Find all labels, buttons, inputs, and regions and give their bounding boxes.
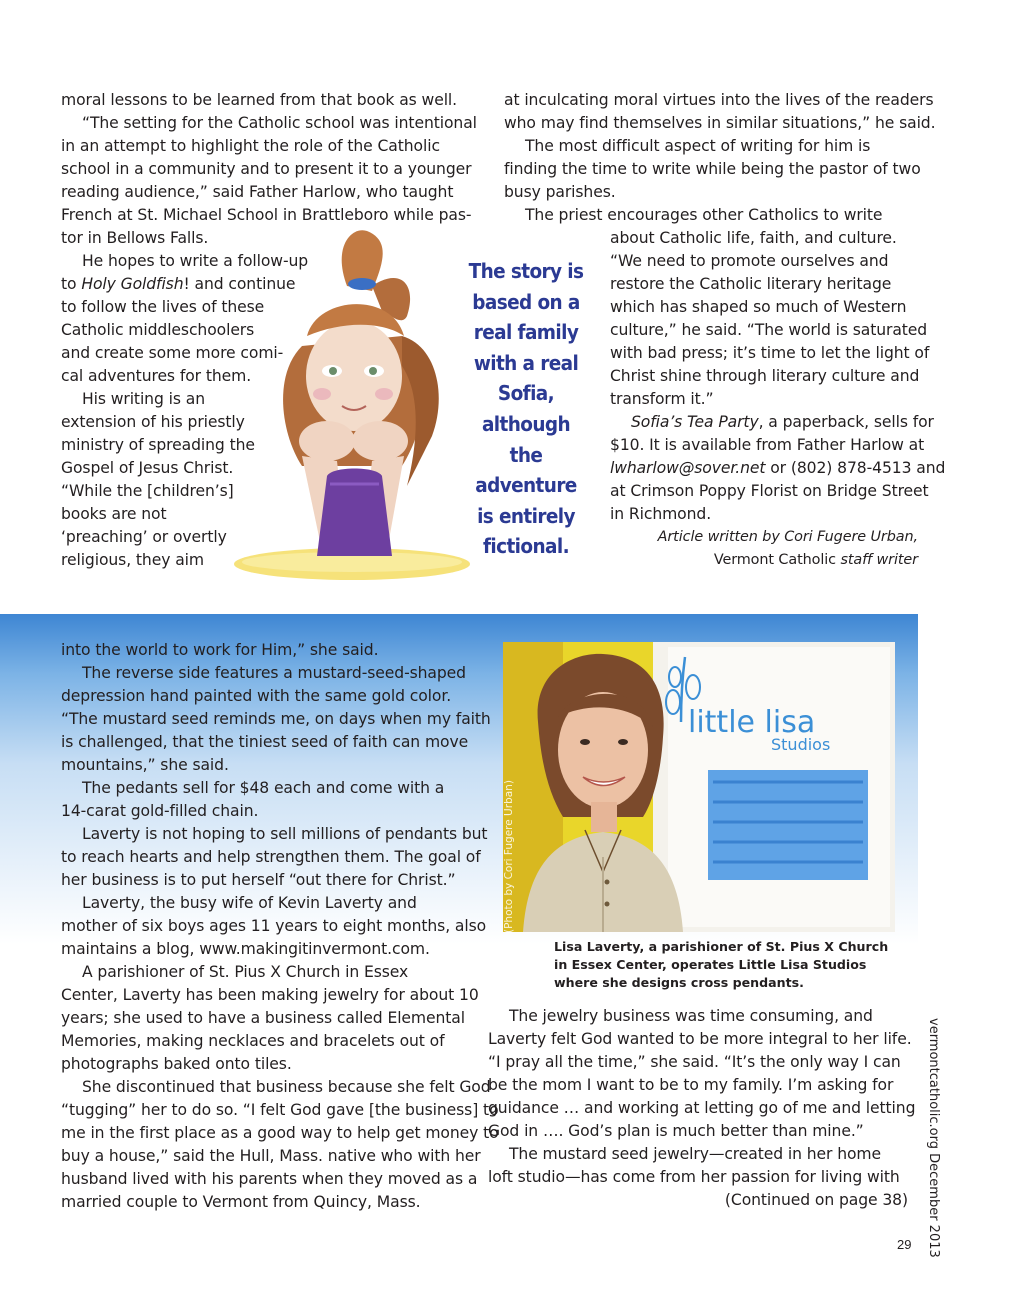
text-line: years; she used to have a business called Elemental [61,1009,465,1027]
text-line: The jewelry business was time consuming, and [509,1007,873,1025]
text-line: books are not [61,505,167,523]
text-line: The most difficult aspect of writing for him is [525,137,871,155]
text-line: mother of six boys ages 11 years to eight months, also [61,917,487,935]
text-line: Gospel of Jesus Christ. [61,459,234,477]
text-line: The priest encourages other Catholics to write [525,206,883,224]
book-info-line: $10. It is available from Father Harlow at [610,436,925,454]
text-line: tor in Bellows Falls. [61,229,209,247]
text-line: photographs baked onto tiles. [61,1055,292,1073]
text-line: is challenged, that the tiniest seed of faith can move [61,733,469,751]
article-column-bottom-left [61,639,499,1214]
text-line: mountains,” she said. [61,756,229,774]
photo-caption: Lisa Laverty, a parishioner of St. Pius X Church in Essex Center, operates Little Lisa Studios where she designs cross pendants. [554,939,889,990]
text-line: “tugging” her to do so. “I felt God gave [the business] to [61,1101,499,1119]
book-info-line: Sofia’s Tea Party, a paperback, sells for [631,413,934,431]
text-line: He hopes to write a follow-up [82,252,309,270]
text-line: She discontinued that business because she felt God [82,1078,491,1096]
text-line: moral lessons to be learned from that book as well. [61,91,458,109]
text-line: “We need to promote ourselves and [610,252,889,270]
text-line: Memories, making necklaces and bracelets out of [61,1032,445,1050]
contact-email[interactable]: lwharlow@sover.net [610,459,766,477]
text-line: The pedants sell for $48 each and come with a [82,779,445,797]
text-line: Laverty felt God wanted to be more integral to her life. [488,1030,912,1048]
byline: Vermont Catholic staff writer [713,552,918,568]
text-line: married couple to Vermont from Quincy, Mass. [61,1193,421,1211]
text-line: who may find themselves in similar situations,” he said. [504,114,936,132]
text-line: His writing is an [82,390,205,408]
text-line: her business is to put herself “out there for Christ.” [61,871,456,889]
article-column-top-right [504,89,946,572]
text-line: which has shaped so much of Western [610,298,907,316]
text-line: finding the time to write while being the pastor of two [504,160,921,178]
text-line: 14-carat gold-filled chain. [61,802,259,820]
text-line: me in the first place as a good way to help get money to [61,1124,499,1142]
article-column-bottom-right [488,1005,916,1212]
portrait-photo [503,642,895,932]
text-line: buy a house,” said the Hull, Mass. native who with her [61,1147,481,1165]
page-number: 29 [897,1237,912,1252]
text-line: in an attempt to highlight the role of the Catholic [61,137,440,155]
text-line: transform it.” [610,390,714,408]
text-line: French at St. Michael School in Brattleboro while pas- [61,206,472,224]
text-line: loft studio—has come from her passion for living with [488,1168,900,1186]
byline: Article written by Cori Fugere Urban, [657,529,918,545]
book-info-line: lwharlow@sover.net or (802) 878-4513 and [610,459,946,477]
text-line: religious, they aim [61,551,204,569]
text-line: depression hand painted with the same gold color. [61,687,452,705]
text-line: with bad press; it’s time to let the light of [610,344,930,362]
text-line: Laverty, the busy wife of Kevin Laverty and [82,894,417,912]
text-line: maintains a blog, www.makingitinvermont.com. [61,940,430,958]
text-line: Laverty is not hoping to sell millions of pendants but [82,825,488,843]
page-footer-sidebar: vermontcatholic.org December 2013 [926,1018,941,1258]
text-line: restore the Catholic literary heritage [610,275,892,293]
text-line: guidance … and working at letting go of me and letting [488,1099,916,1117]
text-line: Center, Laverty has been making jewelry for about 10 [61,986,479,1004]
text-line: ‘preaching’ or overtly [61,528,227,546]
text-line: “While the [children’s] [61,482,234,500]
text-line: “The mustard seed reminds me, on days when my faith [61,710,491,728]
text-line: school in a community and to present it to a younger [61,160,472,178]
text-line: (Continued on page 38) [724,1191,908,1209]
text-line: Christ shine through literary culture and [610,367,920,385]
text-line: to reach hearts and help strengthen them. The goal of [61,848,481,866]
text-line: “I pray all the time,” she said. “It’s the only way I can [488,1053,901,1071]
text-line: The mustard seed jewelry—created in her home [509,1145,882,1163]
book-info-line: in Richmond. [610,505,712,523]
text-line: Catholic middleschoolers [61,321,255,339]
text-line: God in …. God’s plan is much better than mine.” [488,1122,864,1140]
girl-illustration [232,226,472,584]
svg-text:Studios: Studios [771,735,831,754]
text-line: reading audience,” said Father Harlow, who taught [61,183,454,201]
text-line: be the mom I want to be to my family. I’m asking for [488,1076,894,1094]
text-line: culture,” he said. “The world is saturated [610,321,928,339]
svg-text:little lisa: little lisa [688,705,816,740]
book-info-line: at Crimson Poppy Florist on Bridge Street [610,482,929,500]
pull-quote: The story is based on a real family with a real Sofia, although the adventure is entirely fictional. [468,259,584,559]
text-line: to follow the lives of these [61,298,265,316]
text-line: extension of his priestly [61,413,245,431]
text-line: about Catholic life, faith, and culture. [610,229,897,247]
text-line: to Holy Goldfish! and continue [61,275,296,293]
text-line: cal adventures for them. [61,367,252,385]
text-line: husband lived with his parents when they moved as a [61,1170,478,1188]
text-line: “The setting for the Catholic school was intentional [82,114,477,132]
text-line: ministry of spreading the [61,436,255,454]
text-line: at inculcating moral virtues into the lives of the readers [504,91,934,109]
text-line: The reverse side features a mustard-seed-shaped [82,664,466,682]
text-line: busy parishes. [504,183,616,201]
text-line: A parishioner of St. Pius X Church in Essex [82,963,409,981]
text-line: into the world to work for Him,” she said. [61,641,379,659]
text-line: and create some more comi- [61,344,284,362]
